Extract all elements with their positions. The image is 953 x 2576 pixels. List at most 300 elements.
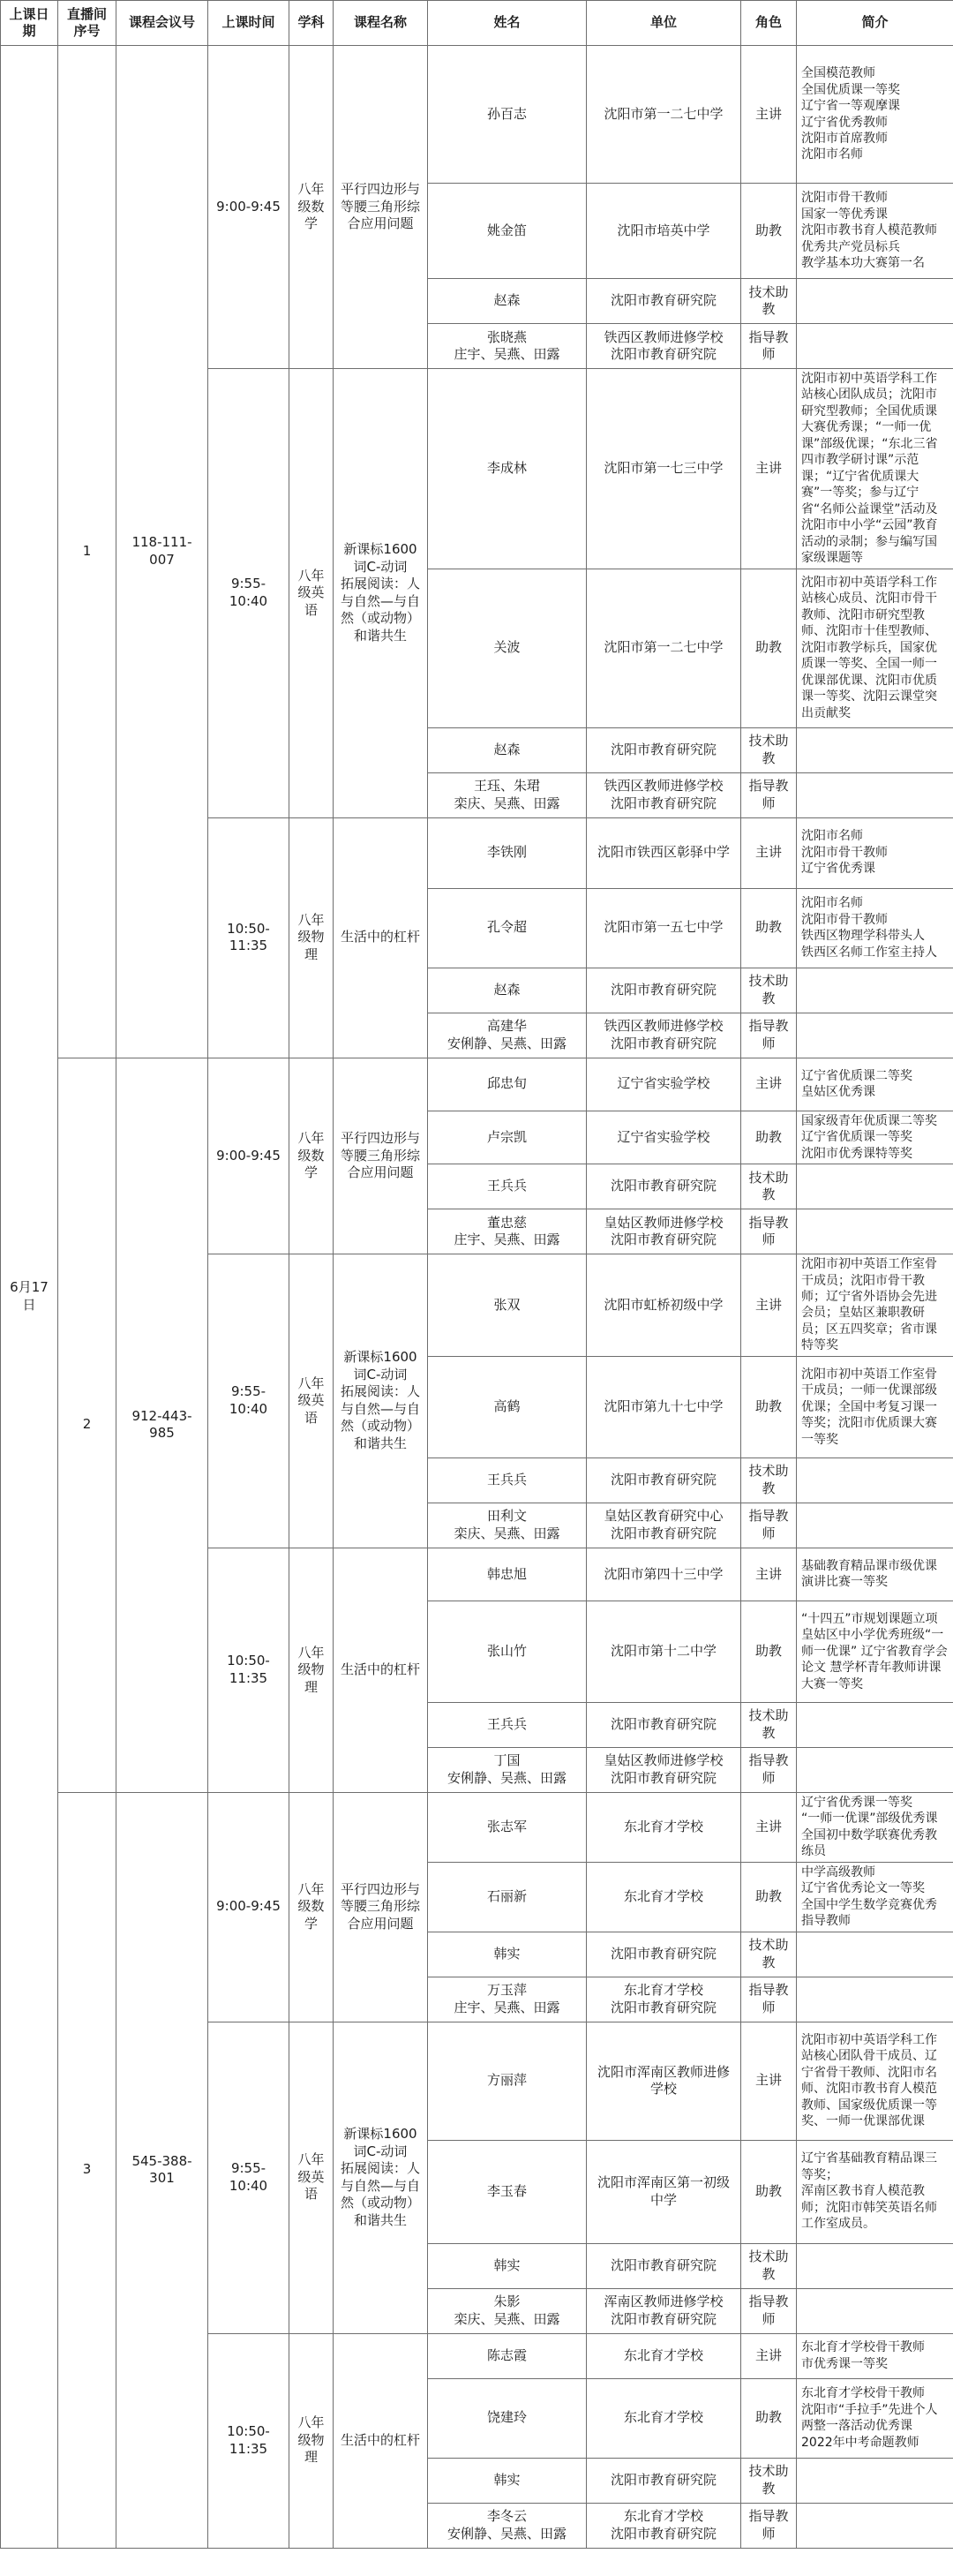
name-cell xyxy=(428,2022,587,2140)
time-cell xyxy=(208,369,289,818)
unit-cell-text: 皇姑区教师进修学校 沈阳市教育研究院 xyxy=(604,1214,724,1248)
name-cell-text: 董忠慈 庄宇、吴燕、田露 xyxy=(454,1214,560,1248)
course-cell-text: 平行四边形与等腰三角形综合应用问题 xyxy=(340,1880,420,1932)
subject-cell xyxy=(289,2333,334,2548)
name-cell-text: 陈志霞 xyxy=(486,2346,527,2363)
role-cell-text: 助教 xyxy=(754,1643,782,1660)
intro-cell xyxy=(797,2458,953,2503)
time-cell-text: 10:50-11:35 xyxy=(227,920,270,954)
intro-cell xyxy=(797,1862,953,1932)
name-cell-text: 卢宗凯 xyxy=(486,1128,527,1145)
unit-cell xyxy=(587,569,741,727)
course-cell xyxy=(334,817,428,1058)
unit-cell xyxy=(587,888,741,968)
header-date: 上课日期 xyxy=(1,1,58,46)
unit-cell-text: 皇姑区教师进修学校 沈阳市教育研究院 xyxy=(604,1752,724,1786)
intro-cell-text: 东北育才学校骨干教师 市优秀课一等奖 xyxy=(801,2340,925,2371)
role-cell-text: 主讲 xyxy=(754,1296,782,1313)
role-cell-text: 主讲 xyxy=(754,2072,782,2089)
intro-cell xyxy=(797,817,953,888)
role-cell xyxy=(741,2458,797,2503)
intro-cell xyxy=(797,2288,953,2333)
role-cell xyxy=(741,2288,797,2333)
unit-cell xyxy=(587,1702,741,1747)
unit-cell-text: 沈阳市第一二七中学 xyxy=(604,105,724,122)
name-cell-text: 王兵兵 xyxy=(486,1472,527,1488)
role-cell-text: 技术助教 xyxy=(748,1169,789,1203)
unit-cell xyxy=(587,968,741,1013)
unit-cell-text: 沈阳市浑南区教师进修学校 xyxy=(597,2063,730,2098)
unit-cell-text: 沈阳市教育研究院 xyxy=(610,741,717,757)
name-cell xyxy=(428,1792,587,1862)
unit-cell-text: 沈阳市教育研究院 xyxy=(610,1945,717,1962)
header-seq: 直播间序号 xyxy=(58,1,116,46)
role-cell xyxy=(741,2378,797,2458)
unit-cell xyxy=(587,2243,741,2288)
name-cell-text: 韩忠旭 xyxy=(486,1565,527,1582)
room-seq-cell xyxy=(58,1058,116,1792)
name-cell xyxy=(428,968,587,1013)
name-cell xyxy=(428,184,587,279)
role-cell-text: 助教 xyxy=(754,2182,782,2199)
subject-cell-text: 八年级英语 xyxy=(297,567,325,618)
role-cell-text: 主讲 xyxy=(754,1565,782,1582)
name-cell-text: 关波 xyxy=(493,639,521,656)
intro-cell xyxy=(797,1254,953,1357)
intro-cell-text: 沈阳市名师 沈阳市骨干教师 铁西区物理学科带头人 铁西区名师工作室主持人 xyxy=(801,896,937,960)
unit-cell-text: 沈阳市教育研究院 xyxy=(610,1472,717,1488)
role-cell xyxy=(741,817,797,888)
name-cell xyxy=(428,2333,587,2378)
time-cell-text: 9:55-10:40 xyxy=(229,1383,268,1417)
meeting-id-cell xyxy=(116,1792,208,2548)
course-cell-text: 新课标1600词C-动词 拓展阅读：人与自然—与自然（或动物）和谐共生 xyxy=(340,1349,420,1451)
role-cell-text: 指导教师 xyxy=(748,328,789,362)
course-cell xyxy=(334,2333,428,2548)
role-cell xyxy=(741,1254,797,1357)
name-cell-text: 万玉萍 庄宇、吴燕、田露 xyxy=(454,1982,560,2015)
intro-cell xyxy=(797,2503,953,2548)
time-cell xyxy=(208,1548,289,1792)
intro-cell xyxy=(797,1356,953,1457)
unit-cell xyxy=(587,2022,741,2140)
role-cell-text: 技术助教 xyxy=(748,973,789,1006)
name-cell-text: 方丽萍 xyxy=(486,2072,527,2089)
subject-cell xyxy=(289,369,334,818)
name-cell-text: 赵森 xyxy=(493,741,521,757)
unit-cell-text: 东北育才学校 xyxy=(623,1887,703,1904)
role-cell xyxy=(741,1503,797,1548)
intro-cell xyxy=(797,888,953,968)
intro-cell xyxy=(797,968,953,1013)
unit-cell xyxy=(587,1548,741,1601)
intro-cell xyxy=(797,1601,953,1702)
role-cell xyxy=(741,184,797,279)
course-cell xyxy=(334,1548,428,1792)
intro-cell xyxy=(797,1977,953,2022)
name-cell-text: 高建华 安俐静、吴燕、田露 xyxy=(446,1018,567,1051)
role-cell xyxy=(741,46,797,184)
role-cell xyxy=(741,1164,797,1209)
name-cell xyxy=(428,727,587,772)
unit-cell-text: 沈阳市第一五七中学 xyxy=(604,919,724,936)
table-row xyxy=(1,46,953,184)
unit-cell-text: 铁西区教师进修学校 沈阳市教育研究院 xyxy=(604,778,724,811)
time-cell-text: 9:00-9:45 xyxy=(216,1898,281,1915)
header-subject: 学科 xyxy=(289,1,334,46)
unit-cell xyxy=(587,1254,741,1357)
role-cell xyxy=(741,1601,797,1702)
role-cell-text: 助教 xyxy=(754,1887,782,1904)
name-cell-text: 赵森 xyxy=(493,981,521,998)
name-cell xyxy=(428,1977,587,2022)
role-cell xyxy=(741,727,797,772)
unit-cell-text: 辽宁省实验学校 xyxy=(617,1128,710,1145)
role-cell-text: 技术助教 xyxy=(748,1463,789,1496)
name-cell-text: 田利文 栾庆、吴燕、田露 xyxy=(454,1508,560,1541)
unit-cell-text: 沈阳市第四十三中学 xyxy=(604,1565,724,1582)
intro-cell-text: 沈阳市名师 沈阳市骨干教师 辽宁省优秀课 xyxy=(801,829,888,877)
subject-cell-text: 八年级数学 xyxy=(297,1130,325,1181)
name-cell xyxy=(428,369,587,569)
unit-cell-text: 沈阳市教育研究院 xyxy=(610,2256,717,2273)
role-cell-text: 指导教师 xyxy=(748,1508,789,1541)
intro-cell xyxy=(797,1548,953,1601)
role-cell-text: 指导教师 xyxy=(748,1018,789,1051)
unit-cell-text: 沈阳市第九十七中学 xyxy=(604,1398,724,1415)
role-cell xyxy=(741,1702,797,1747)
intro-cell xyxy=(797,1747,953,1792)
intro-cell xyxy=(797,2378,953,2458)
name-cell-text: 王珏、朱珺 栾庆、吴燕、田露 xyxy=(454,778,560,811)
role-cell-text: 助教 xyxy=(754,1128,782,1145)
name-cell-text: 邱忠旬 xyxy=(486,1075,527,1092)
intro-cell xyxy=(797,1702,953,1747)
unit-cell xyxy=(587,1457,741,1503)
name-cell xyxy=(428,2288,587,2333)
unit-cell xyxy=(587,2140,741,2243)
room-seq-cell xyxy=(58,1792,116,2548)
name-cell-text: 姚金笛 xyxy=(486,222,527,238)
time-cell xyxy=(208,2022,289,2333)
unit-cell xyxy=(587,772,741,817)
subject-cell-text: 八年级物理 xyxy=(297,911,325,962)
name-cell-text: 饶建玲 xyxy=(486,2409,527,2426)
intro-cell-text: 辽宁省优质课二等奖 皇姑区优秀课 xyxy=(801,1068,912,1100)
unit-cell xyxy=(587,1792,741,1862)
unit-cell xyxy=(587,1058,741,1111)
unit-cell xyxy=(587,1013,741,1058)
role-cell-text: 指导教师 xyxy=(748,1982,789,2015)
intro-cell-text: 沈阳市骨干教师 国家一等优秀课 沈阳市教书育人模范教师 优秀共产党员标兵 教学基本功大赛第一名 xyxy=(801,191,937,271)
name-cell xyxy=(428,279,587,324)
unit-cell-text: 沈阳市教育研究院 xyxy=(610,1178,717,1194)
intro-cell-text: 国家级青年优质课二等奖 辽宁省优质课一等奖 沈阳市优秀课特等奖 xyxy=(801,1113,937,1161)
header-meeting: 课程会议号 xyxy=(116,1,208,46)
subject-cell xyxy=(289,1254,334,1548)
name-cell xyxy=(428,1932,587,1977)
intro-cell xyxy=(797,1209,953,1254)
unit-cell-text: 沈阳市第一二七中学 xyxy=(604,639,724,656)
course-cell-text: 平行四边形与等腰三角形综合应用问题 xyxy=(340,181,420,232)
name-cell xyxy=(428,1503,587,1548)
role-cell-text: 指导教师 xyxy=(748,778,789,811)
intro-cell xyxy=(797,324,953,369)
course-cell-text: 新课标1600词C-动词 拓展阅读：人与自然—与自然（或动物）和谐共生 xyxy=(340,541,420,644)
subject-cell-text: 八年级英语 xyxy=(297,1375,325,1426)
unit-cell-text: 沈阳市铁西区彰驿中学 xyxy=(597,844,730,861)
role-cell xyxy=(741,2140,797,2243)
role-cell xyxy=(741,1977,797,2022)
intro-cell xyxy=(797,1932,953,1977)
intro-cell xyxy=(797,569,953,727)
unit-cell-text: 沈阳市第一七三中学 xyxy=(604,460,724,477)
role-cell-text: 助教 xyxy=(754,639,782,656)
time-cell xyxy=(208,2333,289,2548)
role-cell xyxy=(741,1058,797,1111)
time-cell-text: 9:55-10:40 xyxy=(229,2160,268,2194)
name-cell xyxy=(428,2458,587,2503)
header-intro: 简介 xyxy=(797,1,953,46)
unit-cell xyxy=(587,2503,741,2548)
role-cell xyxy=(741,1862,797,1932)
subject-cell xyxy=(289,1792,334,2022)
intro-cell xyxy=(797,1503,953,1548)
role-cell-text: 指导教师 xyxy=(748,1752,789,1786)
time-cell xyxy=(208,1792,289,2022)
name-cell xyxy=(428,569,587,727)
course-cell xyxy=(334,2022,428,2333)
role-cell-text: 主讲 xyxy=(754,1075,782,1092)
role-cell-text: 技术助教 xyxy=(748,283,789,317)
course-cell-text: 平行四边形与等腰三角形综合应用问题 xyxy=(340,1130,420,1181)
header-row xyxy=(1,1,953,46)
name-cell-text: 李铁刚 xyxy=(486,844,527,861)
role-cell xyxy=(741,2333,797,2378)
name-cell xyxy=(428,1702,587,1747)
unit-cell xyxy=(587,324,741,369)
unit-cell xyxy=(587,1503,741,1548)
subject-cell xyxy=(289,1548,334,1792)
name-cell-text: 张晓燕 庄宇、吴燕、田露 xyxy=(454,328,560,362)
name-cell xyxy=(428,2503,587,2548)
time-cell-text: 9:00-9:45 xyxy=(216,198,281,215)
role-cell xyxy=(741,968,797,1013)
unit-cell-text: 东北育才学校 xyxy=(623,2346,703,2363)
unit-cell xyxy=(587,727,741,772)
name-cell-text: 王兵兵 xyxy=(486,1716,527,1733)
intro-cell xyxy=(797,2243,953,2288)
date-cell-text: 6月17日 xyxy=(10,1279,49,1313)
course-cell xyxy=(334,46,428,369)
intro-cell-text: 中学高级教师 辽宁省优秀论文一等奖 全国中学生数学竞赛优秀指导教师 xyxy=(801,1864,937,1929)
role-cell xyxy=(741,772,797,817)
role-cell xyxy=(741,2022,797,2140)
intro-cell xyxy=(797,369,953,569)
time-cell xyxy=(208,46,289,369)
subject-cell xyxy=(289,1058,334,1254)
unit-cell-text: 东北育才学校 沈阳市教育研究院 xyxy=(610,1982,717,2015)
subject-cell-text: 八年级物理 xyxy=(297,2414,325,2466)
unit-cell-text: 沈阳市虹桥初级中学 xyxy=(604,1296,724,1313)
name-cell xyxy=(428,1254,587,1357)
name-cell xyxy=(428,1601,587,1702)
name-cell-text: 孙百志 xyxy=(486,105,527,122)
name-cell xyxy=(428,1058,587,1111)
intro-cell xyxy=(797,2140,953,2243)
role-cell-text: 技术助教 xyxy=(748,2463,789,2497)
unit-cell xyxy=(587,1747,741,1792)
role-cell-text: 助教 xyxy=(754,222,782,238)
meeting-id-cell xyxy=(116,46,208,1058)
intro-cell xyxy=(797,1013,953,1058)
name-cell-text: 李成林 xyxy=(486,460,527,477)
role-cell xyxy=(741,1792,797,1862)
intro-cell-text: 辽宁省基础教育精品课三等奖； 浑南区教书育人模范教师；沈阳市韩笑英语名师工作室成员。 xyxy=(801,2151,937,2232)
name-cell xyxy=(428,1548,587,1601)
name-cell-text: 赵森 xyxy=(493,292,521,309)
role-cell xyxy=(741,1457,797,1503)
role-cell xyxy=(741,369,797,569)
unit-cell-text: 沈阳市教育研究院 xyxy=(610,1716,717,1733)
intro-cell-text: 全国模范教师 全国优质课一等奖 辽宁省一等观摩课 辽宁省优秀教师 沈阳市首席教师 沈阳市名师 xyxy=(801,66,900,162)
unit-cell xyxy=(587,184,741,279)
course-cell-text: 生活中的杠杆 xyxy=(340,1661,420,1678)
role-cell-text: 技术助教 xyxy=(748,2248,789,2282)
role-cell-text: 技术助教 xyxy=(748,733,789,766)
unit-cell-text: 东北育才学校 xyxy=(623,2409,703,2426)
intro-cell xyxy=(797,727,953,772)
intro-cell-text: 基础教育精品课市级优课 演讲比赛一等奖 xyxy=(801,1558,937,1590)
name-cell xyxy=(428,1862,587,1932)
intro-cell-text: 沈阳市初中英语工作室骨干成员；沈阳市骨干教师；辽宁省外语协会先进会员；皇姑区兼职教研员；区五四奖章；省市课特等奖 xyxy=(801,1257,937,1353)
unit-cell xyxy=(587,1601,741,1702)
name-cell xyxy=(428,2243,587,2288)
intro-cell xyxy=(797,772,953,817)
unit-cell xyxy=(587,2458,741,2503)
time-cell-text: 10:50-11:35 xyxy=(227,1653,270,1686)
course-cell-text: 新课标1600词C-动词 拓展阅读：人与自然—与自然（或动物）和谐共生 xyxy=(340,2126,420,2228)
subject-cell xyxy=(289,2022,334,2333)
unit-cell xyxy=(587,1209,741,1254)
intro-cell xyxy=(797,184,953,279)
name-cell xyxy=(428,1457,587,1503)
unit-cell-text: 辽宁省实验学校 xyxy=(617,1075,710,1092)
course-cell-text: 生活中的杠杆 xyxy=(340,929,420,945)
unit-cell-text: 沈阳市第十二中学 xyxy=(610,1643,717,1660)
name-cell xyxy=(428,324,587,369)
room-seq-cell-text: 1 xyxy=(82,543,92,560)
unit-cell xyxy=(587,2333,741,2378)
name-cell xyxy=(428,2140,587,2243)
subject-cell-text: 八年级数学 xyxy=(297,1880,325,1932)
course-cell xyxy=(334,369,428,818)
role-cell xyxy=(741,1747,797,1792)
time-cell-text: 10:50-11:35 xyxy=(227,2423,270,2457)
role-cell-text: 主讲 xyxy=(754,105,782,122)
subject-cell-text: 八年级英语 xyxy=(297,2151,325,2203)
intro-cell xyxy=(797,1164,953,1209)
role-cell-text: 助教 xyxy=(754,919,782,936)
name-cell-text: 韩实 xyxy=(493,2471,521,2488)
room-seq-cell xyxy=(58,46,116,1058)
role-cell xyxy=(741,1932,797,1977)
unit-cell-text: 铁西区教师进修学校 沈阳市教育研究院 xyxy=(604,1018,724,1051)
schedule-body xyxy=(1,46,953,2549)
intro-cell-text: “十四五”市规划课题立项 皇姑区中小学优秀班级“一师一优课” 辽宁省教育学会论文 慧学杯青年教师讲课大赛一等奖 xyxy=(801,1611,948,1691)
intro-cell xyxy=(797,1457,953,1503)
course-cell xyxy=(334,1792,428,2022)
date-cell xyxy=(1,46,58,2549)
time-cell-text: 9:55-10:40 xyxy=(229,576,268,609)
name-cell xyxy=(428,1747,587,1792)
unit-cell xyxy=(587,2378,741,2458)
role-cell-text: 技术助教 xyxy=(748,1707,789,1741)
unit-cell-text: 皇姑区教育研究中心 沈阳市教育研究院 xyxy=(604,1508,724,1541)
role-cell xyxy=(741,1209,797,1254)
meeting-id-cell-text: 545-388-301 xyxy=(131,2152,192,2187)
unit-cell xyxy=(587,1862,741,1932)
role-cell-text: 主讲 xyxy=(754,460,782,477)
name-cell-text: 韩实 xyxy=(493,2256,521,2273)
unit-cell-text: 铁西区教师进修学校 沈阳市教育研究院 xyxy=(604,328,724,362)
name-cell xyxy=(428,817,587,888)
subject-cell xyxy=(289,46,334,369)
name-cell-text: 张双 xyxy=(493,1296,521,1313)
room-seq-cell-text: 3 xyxy=(82,2161,92,2178)
name-cell-text: 韩实 xyxy=(493,1945,521,1962)
role-cell-text: 技术助教 xyxy=(748,1937,789,1970)
table-row xyxy=(1,1058,953,1111)
course-cell-text: 生活中的杠杆 xyxy=(340,2431,420,2448)
intro-cell-text: 沈阳市初中英语学科工作站核心成员、沈阳市骨干教师、沈阳市研究型教师、沈阳市十佳型教师、沈阳市教学标兵，国家优质课一等奖、全国一师一优课部优课、沈阳市优质课一等奖、沈阳云课堂突出贡献奖 xyxy=(801,576,937,720)
unit-cell-text: 东北育才学校 xyxy=(623,1819,703,1835)
role-cell-text: 主讲 xyxy=(754,844,782,861)
unit-cell xyxy=(587,1164,741,1209)
name-cell-text: 王兵兵 xyxy=(486,1178,527,1194)
name-cell-text: 张山竹 xyxy=(486,1643,527,1660)
role-cell-text: 指导教师 xyxy=(748,1214,789,1248)
subject-cell-text: 八年级物理 xyxy=(297,1644,325,1695)
unit-cell-text: 沈阳市教育研究院 xyxy=(610,2471,717,2488)
role-cell xyxy=(741,324,797,369)
name-cell xyxy=(428,1111,587,1164)
role-cell xyxy=(741,569,797,727)
meeting-id-cell xyxy=(116,1058,208,1792)
time-cell-text: 9:00-9:45 xyxy=(216,1147,281,1164)
name-cell xyxy=(428,1356,587,1457)
unit-cell xyxy=(587,1111,741,1164)
intro-cell-text: 东北育才学校骨干教师 沈阳市“手拉手”先进个人 两整一落活动优秀课 2022年中考命题教师 xyxy=(801,2386,938,2450)
intro-cell xyxy=(797,2022,953,2140)
role-cell-text: 主讲 xyxy=(754,2346,782,2363)
role-cell xyxy=(741,1111,797,1164)
intro-cell xyxy=(797,279,953,324)
role-cell xyxy=(741,2503,797,2548)
time-cell xyxy=(208,1254,289,1548)
role-cell xyxy=(741,1013,797,1058)
role-cell-text: 指导教师 xyxy=(748,2294,789,2327)
name-cell-text: 朱影 栾庆、吴燕、田露 xyxy=(454,2294,560,2327)
name-cell xyxy=(428,1209,587,1254)
name-cell-text: 李玉春 xyxy=(486,2182,527,2199)
subject-cell-text: 八年级数学 xyxy=(297,181,325,232)
unit-cell xyxy=(587,46,741,184)
intro-cell xyxy=(797,1058,953,1111)
unit-cell xyxy=(587,2288,741,2333)
intro-cell xyxy=(797,1792,953,1862)
intro-cell-text: 辽宁省优秀课一等奖 “一师一优课”部级优秀课 全国初中数学联赛优秀教练员 xyxy=(801,1795,938,1859)
